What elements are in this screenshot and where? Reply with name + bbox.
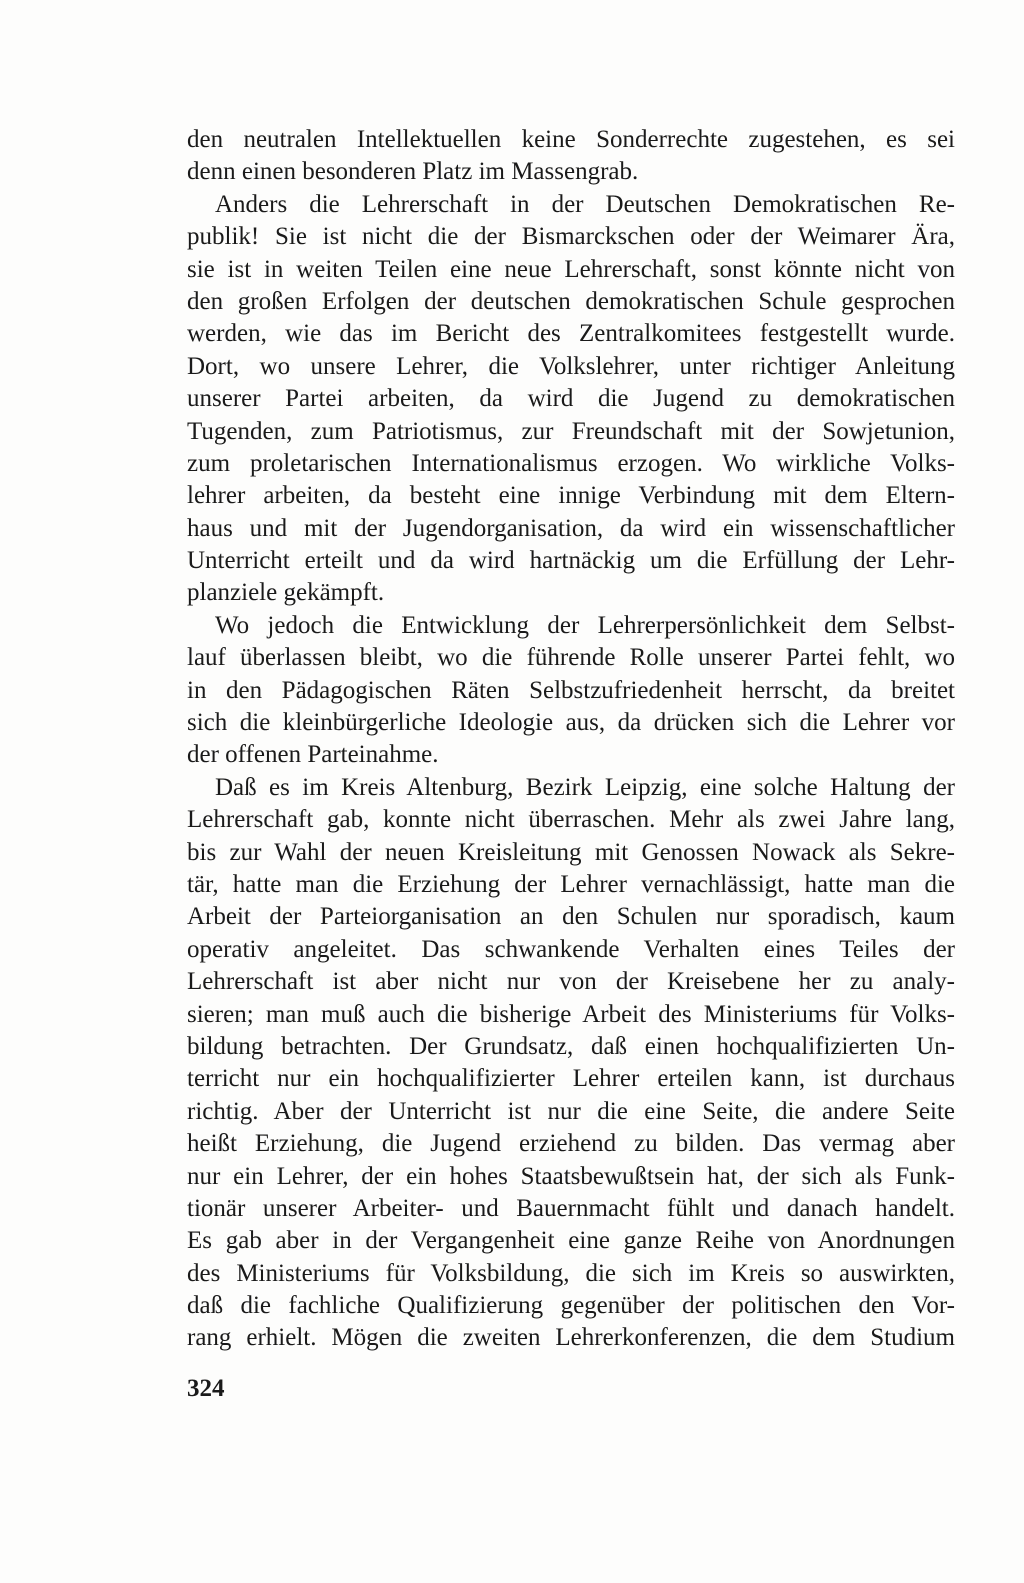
text-line: Lehrerschaft ist aber nicht nur von der Kreisebene her zu analy- (187, 968, 955, 996)
text-line: Tugenden, zum Patriotismus, zur Freundschaft mit der Sowjetunion, (187, 417, 955, 445)
text-line: Unterricht erteilt und da wird hartnäckig um die Erfüllung der Lehr- (187, 547, 955, 575)
text-line: heißt Erziehung, die Jugend erziehend zu bilden. Das vermag aber (187, 1130, 955, 1158)
text-line: der offenen Parteinahme. (187, 741, 439, 769)
text-line: in den Pädagogischen Räten Selbstzufriedenheit herrscht, da breitet (187, 676, 955, 704)
text-line: tionär unserer Arbeiter- und Bauernmacht fühlt und danach handelt. (187, 1194, 955, 1222)
text-line: denn einen besonderen Platz im Massengrab. (187, 158, 639, 186)
text-line: bildung betrachten. Der Grundsatz, daß einen hochqualifizierten Un- (187, 1032, 955, 1060)
text-line: Es gab aber in der Vergangenheit eine ganze Reihe von Anordnungen (187, 1227, 955, 1255)
page-number: 324 (187, 1375, 225, 1402)
text-line: Wo jedoch die Entwicklung der Lehrerpersönlichkeit dem Selbst- (215, 611, 955, 639)
text-line: operativ angeleitet. Das schwankende Verhalten eines Teiles der (187, 935, 955, 963)
text-line: tär, hatte man die Erziehung der Lehrer vernachlässigt, hatte man die (187, 870, 955, 898)
text-line: lehrer arbeiten, da besteht eine innige Verbindung mit dem Eltern- (187, 482, 955, 510)
text-line: Anders die Lehrerschaft in der Deutschen Demokratischen Re- (215, 190, 955, 218)
text-line: rang erhielt. Mögen die zweiten Lehrerkonferenzen, die dem Studium (187, 1324, 955, 1352)
text-line: publik! Sie ist nicht die der Bismarckschen oder der Weimarer Ära, (187, 223, 955, 251)
text-line: haus und mit der Jugendorganisation, da wird ein wissenschaftlicher (187, 514, 955, 542)
text-line: unserer Partei arbeiten, da wird die Jugend zu demokratischen (187, 385, 955, 413)
text-line: zum proletarischen Internationalismus erzogen. Wo wirkliche Volks- (187, 449, 955, 477)
text-line: Dort, wo unsere Lehrer, die Volkslehrer, unter richtiger Anleitung (187, 352, 955, 380)
text-line: des Ministeriums für Volksbildung, die sich im Kreis so auswirkten, (187, 1259, 955, 1287)
text-line: bis zur Wahl der neuen Kreisleitung mit Genossen Nowack als Sekre- (187, 838, 955, 866)
text-line: sich die kleinbürgerliche Ideologie aus, da drücken sich die Lehrer vor (187, 709, 955, 737)
text-line: Arbeit der Parteiorganisation an den Schulen nur sporadisch, kaum (187, 903, 955, 931)
text-line: sieren; man muß auch die bisherige Arbeit des Ministeriums für Volks- (187, 1000, 955, 1028)
text-line: daß die fachliche Qualifizierung gegenüber der politischen den Vor- (187, 1292, 955, 1320)
text-line: terricht nur ein hochqualifizierter Lehrer erteilen kann, ist durchaus (187, 1065, 955, 1093)
text-line: nur ein Lehrer, der ein hohes Staatsbewußtsein hat, der sich als Funk- (187, 1162, 955, 1190)
text-line: sie ist in weiten Teilen eine neue Lehrerschaft, sonst könnte nicht von (187, 255, 955, 283)
text-line: Daß es im Kreis Altenburg, Bezirk Leipzig, eine solche Haltung der (215, 773, 955, 801)
body-text (187, 124, 955, 1355)
text-line: richtig. Aber der Unterricht ist nur die eine Seite, die andere Seite (187, 1097, 955, 1125)
text-line: den großen Erfolgen der deutschen demokratischen Schule gesprochen (187, 287, 955, 315)
text-line: lauf überlassen bleibt, wo die führende Rolle unserer Partei fehlt, wo (187, 644, 955, 672)
text-line: planziele gekämpft. (187, 579, 385, 607)
text-line: Lehrerschaft gab, konnte nicht überraschen. Mehr als zwei Jahre lang, (187, 806, 955, 834)
text-line: werden, wie das im Bericht des Zentralkomitees festgestellt wurde. (187, 320, 955, 348)
text-line: den neutralen Intellektuellen keine Sonderrechte zugestehen, es sei (187, 126, 955, 153)
